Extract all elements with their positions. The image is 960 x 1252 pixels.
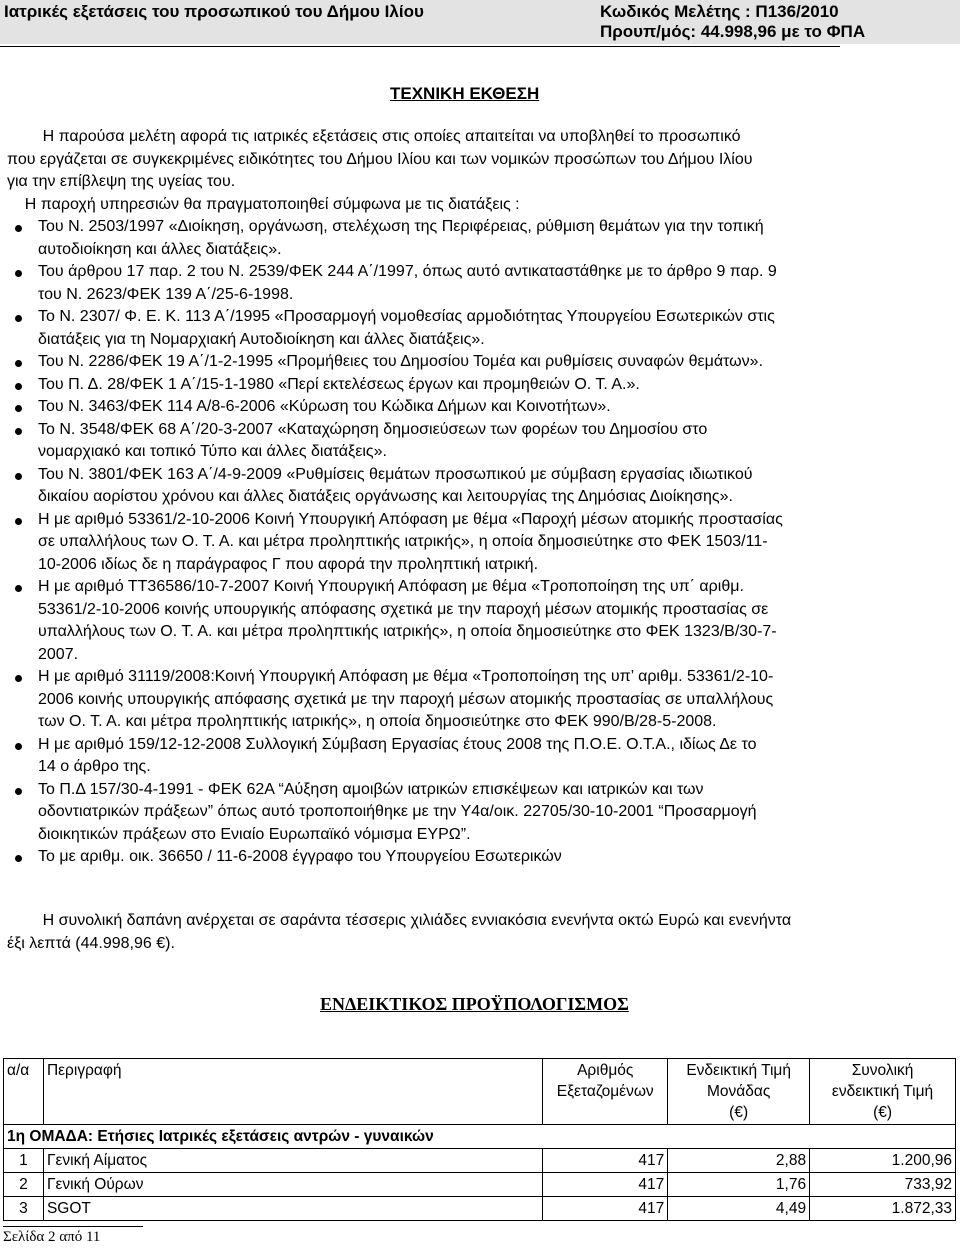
cell-unit-price: 1,76 (668, 1173, 810, 1197)
header-line: (€) (873, 1104, 893, 1121)
list-item-line: Του Ν. 3463/ΦΕΚ 114 Α/8-6-2006 «Κύρωση του Κώδικα Δήμων και Κοινοτήτων». (38, 398, 611, 415)
list-item (7, 306, 953, 351)
intro-line: για την επίβλεψη της υγείας του. (7, 173, 236, 190)
bullet-icon (15, 225, 22, 232)
list-item-line: 53361/2-10-2006 κοινής υπουργικής απόφασης σχετικά με την παροχή μέσων ατομικής προστασίας σε (38, 600, 769, 618)
bullet-icon (15, 518, 22, 525)
cell-count: 417 (543, 1149, 668, 1173)
header-line: Ενδεικτική Τιμή (686, 1062, 791, 1079)
bullet-icon (15, 743, 22, 750)
list-item-line: Το Ν. 3548/ΦΕΚ 68 Α΄/20-3-2007 «Καταχώρηση δημοσιεύσεων των φορέων του Δημοσίου στο (38, 420, 708, 438)
group-title: 1η ΟΜΑΔΑ: Ετήσιες Ιατρικές εξετάσεις αντρών - γυναικών (4, 1125, 956, 1149)
intro-line: Η παροχή υπηρεσιών θα πραγματοποιηθεί σύμφωνα με τις διατάξεις : (7, 195, 520, 213)
expense-line: Η συνολική δαπάνη ανέρχεται σε σαράντα τέσσερις χιλιάδες εννιακόσια ενενήντα οκτώ Ευρώ και ενενήντα (7, 912, 792, 929)
header-line: (€) (729, 1104, 749, 1121)
list-item-line: σε υπαλλήλους των Ο. Τ. Α. και μέτρα προληπτικής ιατρικής», η οποία δημοσιεύτηκε στο ΦΕΚ 1503/11- (38, 533, 768, 550)
bullet-icon (15, 788, 22, 795)
header-line: Αριθμός (577, 1062, 634, 1079)
header-line: Μονάδας (706, 1083, 771, 1100)
list-item-line: 14 ο άρθρο της. (38, 758, 151, 775)
list-item-line: Η με αριθμό ΤΤ36586/10-7-2007 Κοινή Υπουργική Απόφαση με θέμα «Τροποποίηση της υπ΄ αριθμ. (38, 578, 744, 595)
list-item (7, 734, 953, 779)
cell-aa: 2 (4, 1173, 44, 1197)
cell-unit-price: 4,49 (668, 1197, 810, 1221)
list-item-line: Η με αριθμό 159/12-12-2008 Συλλογική Σύμβαση Εργασίας έτους 2008 της Π.Ο.Ε. Ο.Τ.Α., ιδίως Δε το (38, 735, 757, 753)
list-item (7, 374, 953, 397)
expense-line: έξι λεπτά (44.998,96 €). (7, 934, 175, 952)
list-item-line: των Ο. Τ. Α. και μέτρα προληπτικής ιατρικής», η οποία δημοσιεύτηκε στο ΦΕΚ 990/Β/28-5-2008. (38, 713, 717, 730)
cell-description: SGOT (43, 1197, 542, 1221)
list-item-line: Του Ν. 2286/ΦΕΚ 19 Α΄/1-2-1995 «Προμήθειες του Δημοσίου Τομέα και ρυθμίσεις συναφών θεμάτων». (38, 353, 764, 370)
table-row (4, 1149, 956, 1173)
col-header-unit-price (668, 1059, 810, 1125)
list-item (7, 779, 953, 847)
list-item (7, 396, 953, 419)
list-item-line: υπαλλήλους των Ο. Τ. Α. και μέτρα προληπτικής ιατρικής», η οποία δημοσιεύτηκε στο ΦΕΚ 1323/Β/30-7- (38, 623, 777, 640)
list-item-line: διοικητικών πράξεων στο Ενιαίο Ευρωπαϊκό νόμισμα ΕΥΡΩ”. (38, 825, 471, 843)
list-item (7, 666, 953, 734)
bullet-icon (15, 428, 22, 435)
intro-line: Η παρούσα μελέτη αφορά τις ιατρικές εξετάσεις στις οποίες απαιτείται να υποβληθεί το προσωπικό (7, 128, 741, 145)
list-item-line: Του Π. Δ. 28/ΦΕΚ 1 Α΄/15-1-1980 «Περί εκτελέσεως έργων και προμηθειών Ο. Τ. Α.». (38, 375, 640, 393)
cell-count: 417 (543, 1197, 668, 1221)
intro-paragraph (7, 126, 953, 216)
cell-count: 417 (543, 1173, 668, 1197)
header-line: Εξεταζομένων (556, 1083, 654, 1100)
list-item (7, 261, 953, 306)
list-item-line: Του Ν. 3801/ΦΕΚ 163 Α΄/4-9-2009 «Ρυθμίσεις θεμάτων προσωπικού με σύμβαση εργασίας ιδιωτικού (38, 465, 753, 483)
list-item-line: οδοντιατρικών πράξεων” όπως αυτό τροποποιήθηκε με την Υ4α/οικ. 22705/30-10-2001 “Προσαρμογή (38, 803, 757, 820)
list-item-line: Το Ν. 2307/ Φ. Ε. Κ. 113 Α΄/1995 «Προσαρμογή νομοθεσίας αρμοδιότητας Υπουργείου Εσωτερικών στις (38, 308, 775, 325)
bullet-icon (15, 675, 22, 682)
list-item-line: διατάξεις για τη Νομαρχιακή Αυτοδιοίκηση και άλλες διατάξεις». (38, 330, 485, 348)
list-item-line: Του Ν. 2503/1997 «Διοίκηση, οργάνωση, στελέχωση της Περιφέρειας, ρύθμιση θεμάτων για την τοπική (38, 218, 764, 235)
col-header-count (543, 1059, 668, 1125)
cell-aa: 3 (4, 1197, 44, 1221)
cell-total: 1.872,33 (810, 1197, 956, 1221)
col-header-description: Περιγραφή (43, 1059, 542, 1125)
list-item-line: αυτοδιοίκηση και άλλες διατάξεις». (38, 240, 282, 258)
bullet-icon (15, 405, 22, 412)
cell-description: Γενική Ούρων (43, 1173, 542, 1197)
header-title: Ιατρικές εξετάσεις του προσωπικού του Δήμου Ιλίου (4, 2, 424, 21)
provisions-list (7, 216, 953, 869)
budget-table (3, 1058, 956, 1221)
footer-rule (3, 1226, 143, 1227)
cell-unit-price: 2,88 (668, 1149, 810, 1173)
intro-line: που εργάζεται σε συγκεκριμένες ειδικότητες του Δήμου Ιλίου και των νομικών προσώπων του Δήμου Ιλίου (7, 150, 753, 168)
budget-title: ΕΝΔΕΙΚΤΙΚΟΣ ΠΡΟΫΠΟΛΟΓΙΣΜΟΣ (320, 994, 629, 1014)
table-row (4, 1173, 956, 1197)
bullet-icon (15, 315, 22, 322)
list-item (7, 576, 953, 666)
list-item (7, 509, 953, 577)
bullet-icon (15, 270, 22, 277)
list-item (7, 464, 953, 509)
list-item-line: 2007. (38, 645, 79, 663)
bullet-icon (15, 473, 22, 480)
list-item-line: Το Π.Δ 157/30-4-1991 - ΦΕΚ 62Α “Αύξηση αμοιβών ιατρικών επισκέψεων και ιατρικών και των (38, 780, 704, 798)
list-item-line: 2006 κοινής υπουργικής απόφασης σχετικά με την παροχή μέσων ατομικής προστασίας σε υπαλλήλους (38, 690, 774, 708)
bullet-icon (15, 383, 22, 390)
bullet-icon (15, 585, 22, 592)
list-item-line: του Ν. 2623/ΦΕΚ 139 Α΄/25-6-1998. (38, 285, 294, 303)
list-item-line: νομαρχιακό και τοπικό Τύπο και άλλες διατάξεις». (38, 443, 387, 460)
header-line: ενδεικτική Τιμή (831, 1083, 934, 1100)
cell-aa: 1 (4, 1149, 44, 1173)
list-item (7, 216, 953, 261)
bullet-icon (15, 360, 22, 367)
cell-total: 733,92 (810, 1173, 956, 1197)
bullet-icon (15, 855, 22, 862)
list-item-line: Η με αριθμό 53361/2-10-2006 Κοινή Υπουργική Απόφαση με θέμα «Παροχή μέσων ατομικής προστασίας (38, 510, 783, 528)
list-item-line: δικαίου αορίστου χρόνου και άλλες διατάξεις οργάνωσης και λειτουργίας της Δημόσιας Διοίκησης». (38, 488, 733, 505)
cell-total: 1.200,96 (810, 1149, 956, 1173)
list-item-line: 10-2006 ιδίως δε η παράγραφος Γ που αφορά την προληπτική ιατρική. (38, 555, 539, 573)
table-row (4, 1197, 956, 1221)
report-title: ΤΕΧΝΙΚΗ ΕΚΘΕΣΗ (390, 84, 540, 103)
header-budget: Προυπ/μός: 44.998,96 με το ΦΠΑ (600, 22, 866, 41)
list-item-line: Το με αριθμ. οικ. 36650 / 11-6-2008 έγγραφο του Υπουργείου Εσωτερικών (38, 848, 562, 865)
list-item-line: Η με αριθμό 31119/2008:Κοινή Υπουργική Απόφαση με θέμα «Τροποποίηση της υπ’ αριθμ. 53361/2-10- (38, 668, 774, 685)
table-header-row (4, 1059, 956, 1125)
header-line: Συνολική (851, 1062, 914, 1079)
col-header-total (810, 1059, 956, 1125)
header-rule (0, 46, 840, 47)
study-code: Κωδικός Μελέτης : Π136/2010 (600, 2, 839, 21)
page-number: Σελίδα 2 από 11 (3, 1229, 101, 1245)
list-item (7, 419, 953, 464)
col-header-aa: α/α (4, 1059, 44, 1125)
list-item (7, 351, 953, 374)
list-item-line: Του άρθρου 17 παρ. 2 του Ν. 2539/ΦΕΚ 244 Α΄/1997, όπως αυτό αντικαταστάθηκε με το άρθρο 9 παρ. 9 (38, 263, 777, 280)
expense-paragraph (7, 910, 953, 955)
cell-description: Γενική Αίματος (43, 1149, 542, 1173)
group-row (4, 1125, 956, 1149)
list-item (7, 846, 953, 869)
